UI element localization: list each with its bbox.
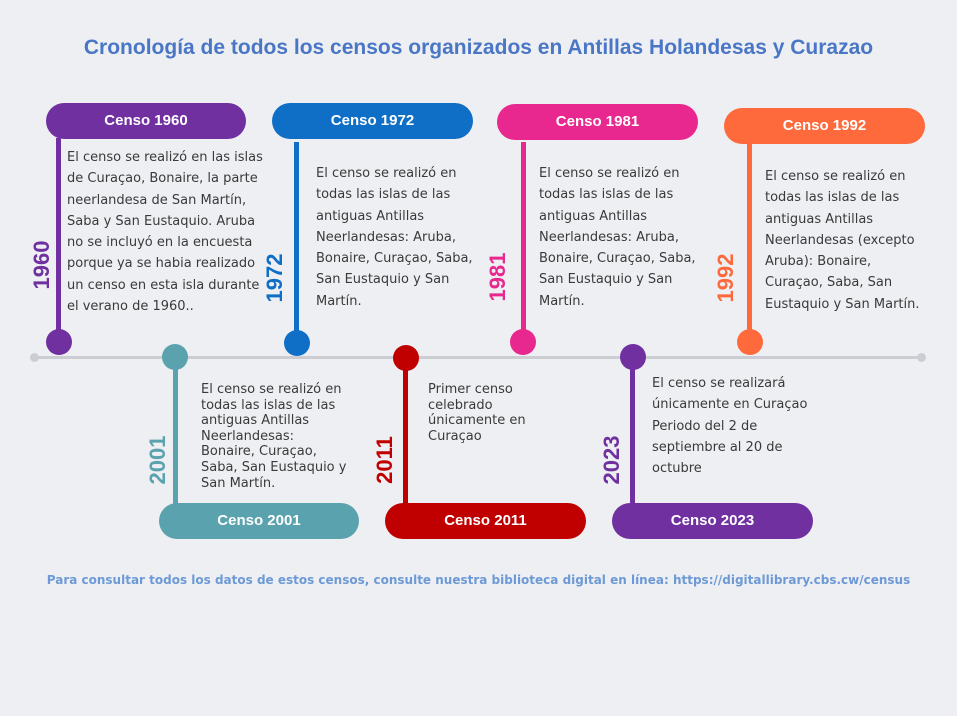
stem-1992	[747, 142, 752, 344]
dot-1981	[510, 329, 536, 355]
year-1992: 1992	[713, 253, 738, 303]
year-2023: 2023	[599, 435, 624, 485]
year-1981: 1981	[485, 252, 510, 302]
label-1992: Censo 1992	[724, 108, 925, 144]
label-2001: Censo 2001	[159, 503, 359, 539]
dot-1972	[284, 330, 310, 356]
stem-1972	[294, 142, 299, 344]
stem-2001	[173, 360, 178, 510]
label-1981: Censo 1981	[497, 104, 698, 140]
label-1972: Censo 1972	[272, 103, 473, 139]
description-2001: El censo se realizó en todas las islas de las antiguas Antillas Neerlandesas: Bonaire, Curaçao, Saba, San Eustaquio y San Martín.	[201, 382, 347, 491]
stem-2023	[630, 360, 635, 510]
year-2001: 2001	[145, 435, 170, 485]
stem-2011	[403, 360, 408, 510]
year-1972: 1972	[262, 253, 287, 303]
description-1981: El censo se realizó en todas las islas de las antiguas Antillas Neerlandesas: Aruba, Bonaire, Curaçao, Saba, San Eustaquio y San Martín.	[539, 166, 696, 309]
description-1960: El censo se realizó en las islas de Curaçao, Bonaire, la parte neerlandesa de San Martín, Saba y San Eustaquio. Aruba no se incluyó en la encuesta porque ya se habia realizado un censo en esta isla durante el verano de 1960..	[67, 150, 263, 315]
dot-2023	[620, 344, 646, 370]
dot-1960	[46, 329, 72, 355]
timeline-axis-start	[30, 353, 39, 362]
dot-1992	[737, 329, 763, 355]
stem-1960	[56, 138, 61, 344]
timeline-axis-end	[917, 353, 926, 362]
dot-2001	[162, 344, 188, 370]
label-2011: Censo 2011	[385, 503, 586, 539]
footer-note: Para consultar todos los datos de estos censos, consulte nuestra biblioteca digital en línea: https://digitallibrary.cbs.cw/census	[46, 573, 911, 587]
description-2011: Primer censo celebrado únicamente en Curaçao	[428, 382, 526, 444]
description-1992: El censo se realizó en todas las islas de las antiguas Antillas Neerlandesas (excepto Aruba): Bonaire, Curaçao, Saba, San Eustaquio y San Martín.	[765, 169, 920, 312]
label-2023: Censo 2023	[612, 503, 813, 539]
label-1960: Censo 1960	[46, 103, 246, 139]
stem-1981	[521, 142, 526, 344]
page-title: Cronología de todos los censos organizados en Antillas Holandesas y Curazao	[83, 36, 874, 59]
description-1972: El censo se realizó en todas las islas de las antiguas Antillas Neerlandesas: Aruba, Bonaire, Curaçao, Saba, San Eustaquio y San Martín.	[316, 166, 473, 309]
description-2023: El censo se realizará únicamente en Curaçao Periodo del 2 de septiembre al 20 de octubre	[652, 376, 808, 477]
dot-2011	[393, 345, 419, 371]
year-1960: 1960	[29, 240, 54, 290]
year-2011: 2011	[372, 436, 397, 484]
